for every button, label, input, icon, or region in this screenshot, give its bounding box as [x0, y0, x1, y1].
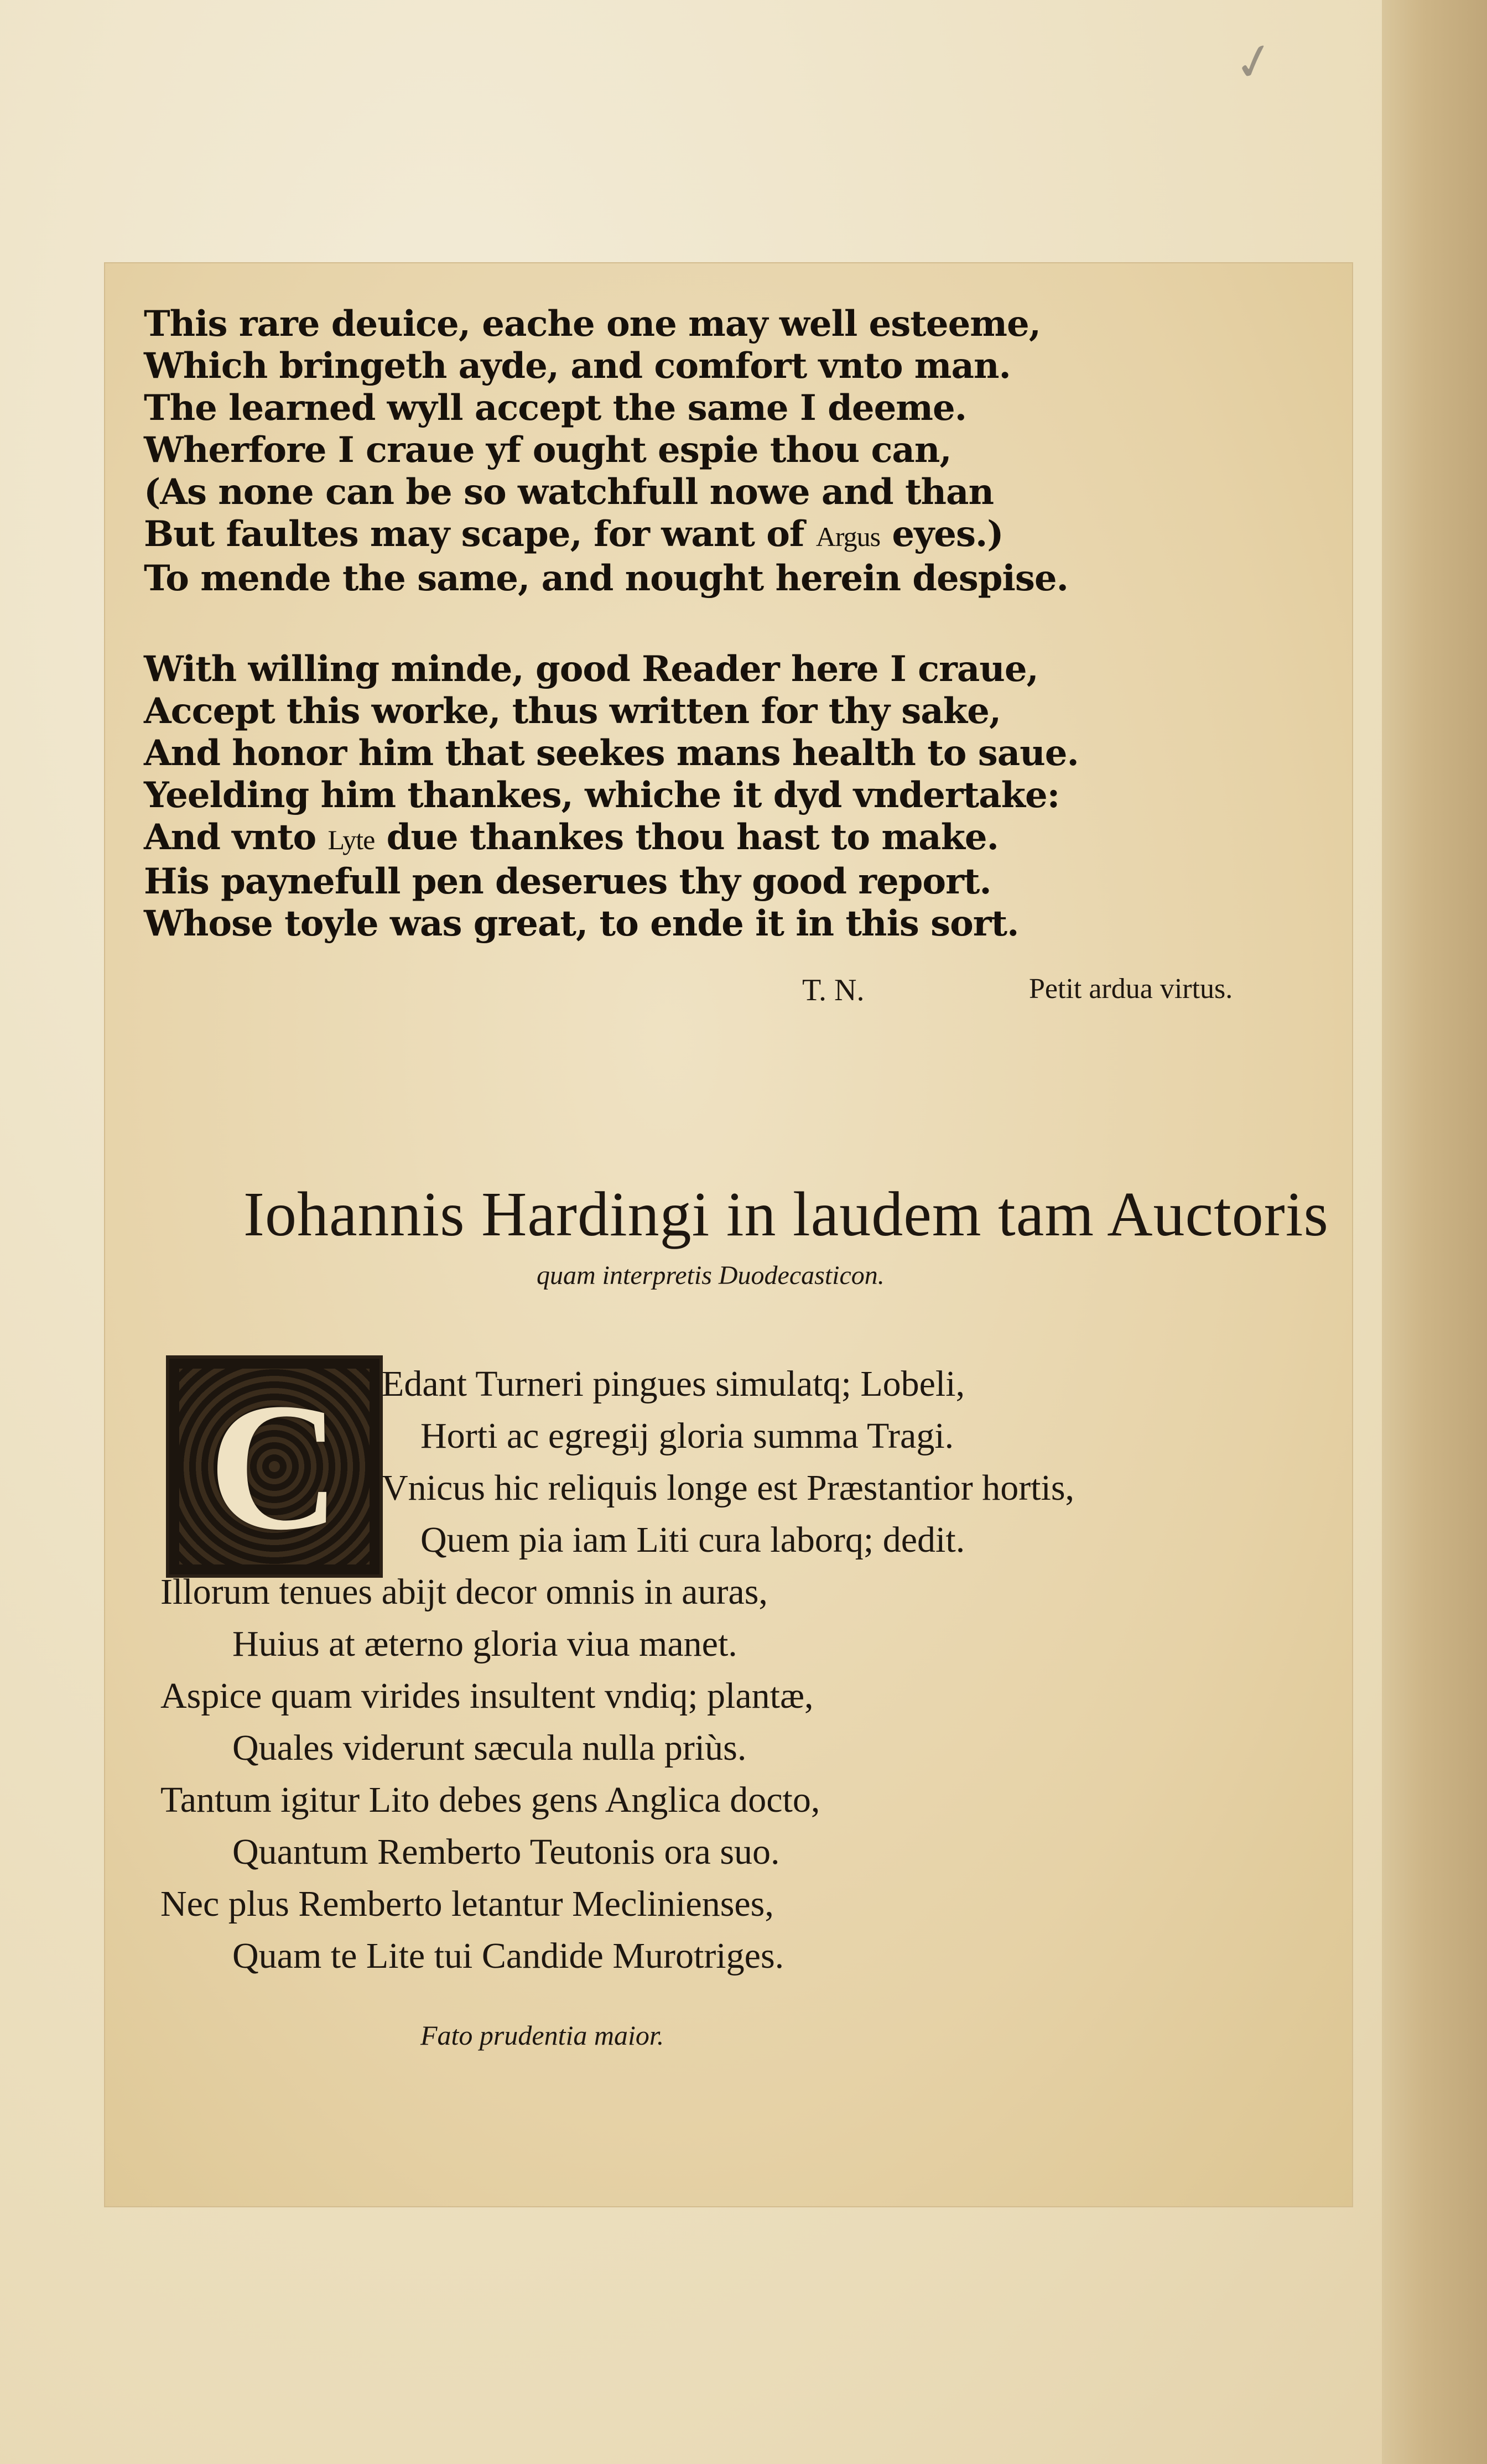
poem-line: Vnicus hic reliquis longe est Præstantior hortis,	[382, 1468, 1075, 1508]
poem-line: Horti ac egregij gloria summa Tragi.	[420, 1416, 954, 1456]
argus-word: Argus	[815, 521, 881, 552]
poem-line: Quales viderunt sæcula nulla priùs.	[232, 1728, 747, 1768]
verse-line: Yeelding him thankes, whiche it dyd vndertake:	[144, 774, 1060, 816]
verse-line: With willing minde, good Reader here I craue,	[144, 648, 1038, 690]
verse-line	[144, 817, 1140, 861]
closing-motto: Fato prudentia maior.	[420, 2020, 664, 2051]
verse-line: The learned wyll accept the same I deeme.	[144, 387, 966, 429]
poem-line: Illorum tenues abijt decor omnis in auras,	[160, 1572, 768, 1612]
verse-line-text: And vnto	[144, 817, 328, 858]
verse-line: And honor him that seekes mans health to saue.	[144, 732, 1079, 774]
verse-line: His paynefull pen deserues thy good report.	[144, 861, 991, 902]
poem-line: Quem pia iam Liti cura laborq; dedit.	[420, 1520, 965, 1560]
verse-line: Whose toyle was great, to ende it in this sort.	[144, 903, 1019, 944]
verse-line: (As none can be so watchfull nowe and than	[144, 471, 994, 513]
decorated-initial-letter: C	[208, 1365, 341, 1568]
page-gutter-edge	[1382, 0, 1487, 2464]
signoff-initials: T. N.	[802, 973, 865, 1007]
verse-line-tail: due thankes thou hast to make.	[375, 817, 999, 858]
english-verse	[144, 303, 1140, 945]
verse-line: Accept this worke, thus written for thy sake,	[144, 690, 1001, 732]
poem-line: Nec plus Remberto letantur Meclinienses,	[160, 1884, 774, 1924]
verse-line	[144, 513, 1140, 558]
latin-poem-title: Iohannis Hardingi in laudem tam Auctoris	[243, 1179, 1329, 1249]
poem-line: Quam te Lite tui Candide Murotriges.	[232, 1936, 784, 1976]
verse-line: This rare deuice, eache one may well esteeme,	[144, 303, 1041, 345]
verse-line: To mende the same, and nought herein despise.	[144, 558, 1068, 599]
poem-line: Tantum igitur Lito debes gens Anglica docto,	[160, 1780, 820, 1820]
latin-poem	[160, 1358, 1322, 1982]
poem-line: Edant Turneri pingues simulatq; Lobeli,	[382, 1364, 965, 1404]
verse-line-text: But faultes may scape, for want of	[144, 513, 816, 555]
lyte-word: Lyte	[327, 824, 375, 855]
poem-line: Quantum Remberto Teutonis ora suo.	[232, 1832, 780, 1872]
poem-line: Aspice quam virides insultent vndiq; plantæ,	[160, 1676, 814, 1716]
verse-line: Which bringeth ayde, and comfort vnto man.	[144, 345, 1011, 387]
signoff-motto: Petit ardua virtus.	[1029, 973, 1233, 1005]
checkmark-annotation-icon: ✓	[1228, 29, 1281, 95]
stanza-gap	[144, 600, 1140, 648]
verse-line-tail: eyes.)	[880, 513, 1004, 555]
latin-poem-subtitle: quam interpretis Duodecasticon.	[537, 1261, 885, 1290]
verse-line: Wherfore I craue yf ought espie thou can,	[144, 429, 952, 471]
poem-line: Huius at æterno gloria viua manet.	[232, 1624, 737, 1664]
